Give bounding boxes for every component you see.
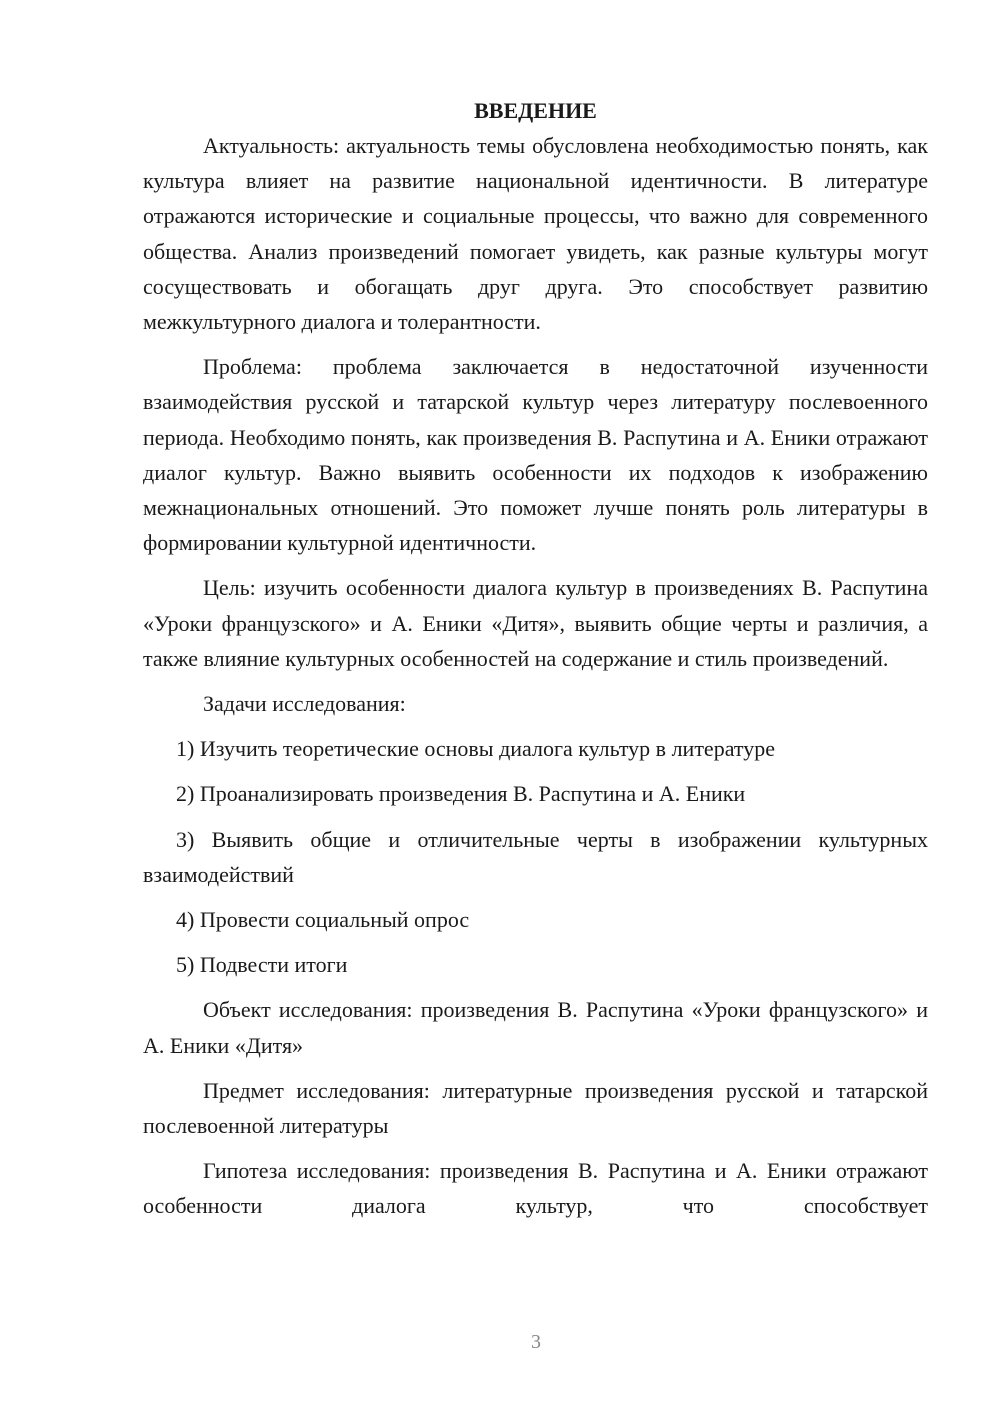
task-item-5: 5) Подвести итоги (176, 952, 348, 978)
task-item-2: 2) Проанализировать произведения В. Распутина и А. Еники (176, 781, 746, 807)
page-title: ВВЕДЕНИЕ (474, 98, 597, 123)
hypothesis-paragraph: Гипотеза исследования: произведения В. Распутина и А. Еники отражают особенности диалога культур, что способствует (143, 1158, 928, 1219)
task-item-3: 3) Выявить общие и отличительные черты в изображении культурных взаимодействий (143, 826, 928, 887)
document-page (143, 93, 928, 1234)
relevance-paragraph: Актуальность: актуальность темы обусловлена необходимостью понять, как культура влияет на развитие национальной идентичности. В литературе отражаются исторические и социальные процессы, что важно для современного общества. Анализ произведений помогает увидеть, как разные культуры могут сосуществовать и обогащать друг друга. Это способствует развитию межкультурного диалога и толерантности. (143, 133, 928, 335)
task-item-1: 1) Изучить теоретические основы диалога культур в литературе (176, 736, 775, 762)
goal-paragraph: Цель: изучить особенности диалога культур в произведениях В. Распутина «Уроки французского» и А. Еники «Дитя», выявить общие черты и различия, а также влияние культурных особенностей на содержание и стиль произведений. (143, 575, 928, 671)
subject-paragraph: Предмет исследования: литературные произведения русской и татарской послевоенной литературы (143, 1077, 928, 1139)
task-item-4: 4) Провести социальный опрос (176, 907, 470, 933)
page-number: 3 (531, 1331, 541, 1353)
object-paragraph: Объект исследования: произведения В. Распутина «Уроки французского» и А. Еники «Дитя» (143, 997, 928, 1058)
problem-paragraph: Проблема: проблема заключается в недостаточной изученности взаимодействия русской и татарской культур через литературу послевоенного периода. Необходимо понять, как произведения В. Распутина и А. Еники отражают диалог культур. Важно выявить особенности их подходов к изображению межнациональных отношений. Это поможет лучше понять роль литературы в формировании культурной идентичности. (143, 354, 928, 556)
tasks-heading: Задачи исследования: (203, 691, 406, 717)
